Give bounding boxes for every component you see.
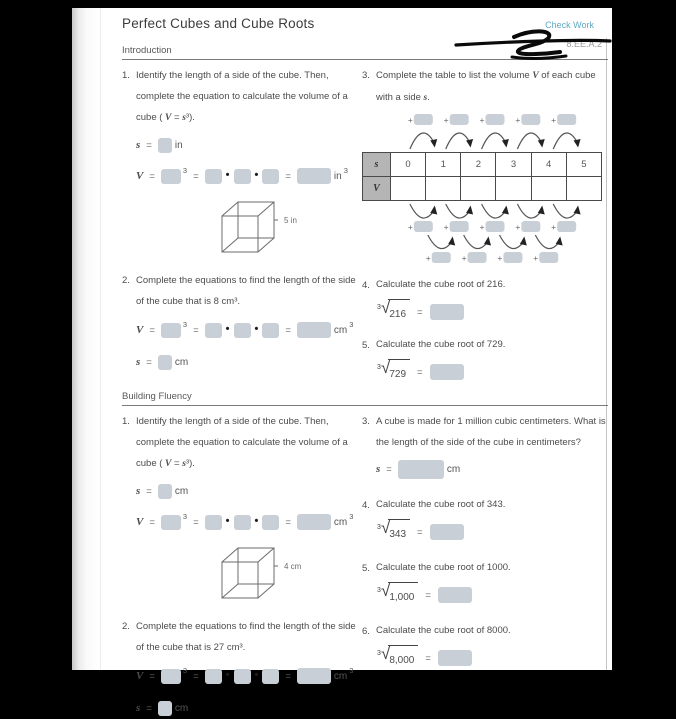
problem-prompt: Calculate the cube root of 1000. [376,562,511,573]
answer-box[interactable] [262,323,279,338]
cube-root-equation: 3 √ 343 = [376,520,608,544]
answer-box[interactable] [205,169,222,184]
side-length-equation: s = in [136,138,183,151]
arc-answer-box[interactable] [414,221,433,232]
fluency-problem-5 [362,558,608,607]
cube-root-equation: 3 √ 8,000 = [376,646,608,670]
problem-number: 2. [122,275,130,286]
side-length-equation: s = cm [136,484,189,497]
svg-text:+: + [515,222,521,232]
section-building-fluency-heading [122,391,608,406]
answer-box[interactable] [234,515,251,530]
cube-root-expression: 3 √ 216 [376,299,410,325]
standard-code-crossed-out [454,28,612,66]
standard-code-text: 8.EE.A.2 [566,39,602,49]
cube-side-label: 5 in [284,216,297,225]
table-cell: 0 [391,153,426,177]
answer-box[interactable] [430,524,464,540]
worksheet-content [122,16,608,714]
table-cell[interactable] [461,177,496,201]
answer-box[interactable] [297,168,331,184]
answer-box[interactable] [297,514,331,530]
problem-number: 4. [362,280,370,291]
answer-box[interactable] [161,669,181,684]
cube-figure [214,196,334,260]
svg-text:+: + [497,253,503,263]
fluency-problem-4 [362,495,608,544]
arc-answer-box[interactable] [521,221,540,232]
arc-answer-box[interactable] [486,114,505,125]
svg-text:+: + [551,115,557,125]
answer-box[interactable] [234,323,251,338]
arc-answer-box[interactable] [450,221,469,232]
answer-box[interactable] [234,669,251,684]
problem-number: 3. [362,70,370,81]
svg-text:+: + [443,222,449,232]
page-title: Perfect Cubes and Cube Roots [122,16,315,31]
answer-box[interactable] [438,587,472,603]
answer-box[interactable] [297,322,331,338]
volume-equation: V = $^3$ = • • = cm $^3$ [136,664,362,688]
page-edge [72,8,101,670]
problem-number: 1. [122,70,130,81]
fluency-problem-2 [122,616,362,718]
table-cell[interactable] [426,177,461,201]
problem-number: 5. [362,340,370,351]
svg-text:+: + [515,115,521,125]
cube-root-equation: 3 √ 216 = [376,300,608,324]
cube-root-expression: 3 √ 1,000 [376,582,418,608]
problem-number: 1. [122,416,130,427]
building-fluency-section [122,411,608,718]
cube-root-equation: 3 √ 1,000 = [376,583,608,607]
answer-box[interactable] [158,701,172,716]
svg-text:+: + [407,115,413,125]
svg-text:+: + [425,253,431,263]
table-row-header: V [363,177,391,201]
introduction-section [122,65,608,384]
problem-prompt: Calculate the cube root of 729. [376,339,506,350]
side-length-equation: s = cm [136,355,189,368]
volume-equation: V = $^3$ = • • = in $^3$ [136,164,362,188]
answer-box[interactable] [158,355,172,370]
answer-box[interactable] [262,515,279,530]
table-cell: 5 [566,153,601,177]
problem-number: 3. [362,416,370,427]
fluency-problem-6 [362,621,608,670]
problem-prompt: Complete the equations to find the length of the side of the cube that is 8 cm³. [136,275,356,307]
arc-answer-box[interactable] [557,114,576,125]
svg-text:+: + [443,115,449,125]
side-length-equation: s = cm [136,701,189,714]
cube-root-expression: 3 √ 729 [376,359,410,385]
answer-box[interactable] [161,323,181,338]
arc-answer-box[interactable] [468,252,487,263]
intro-problem-1 [122,65,362,260]
arc-answer-box[interactable] [539,252,558,263]
table-cell[interactable] [496,177,531,201]
arc-answer-box[interactable] [503,252,522,263]
cube-root-equation: 3 √ 729 = [376,360,608,384]
fluency-problem-3 [362,411,608,479]
answer-box[interactable] [430,364,464,380]
svg-text:+: + [479,115,485,125]
side-length-equation: s = cm [376,459,608,479]
section-introduction-label: Introduction [122,45,172,56]
problem-prompt: A cube is made for 1 million cubic centimeters. What is the length of the side of the cube in centimeters? [376,416,606,448]
cube-root-expression: 3 √ 343 [376,519,410,545]
table-row-header: s [363,153,391,177]
problem-prompt: Complete the equations to find the length of the side of the cube that is 27 cm³. [136,621,356,653]
svg-text:+: + [533,253,539,263]
answer-box[interactable] [438,650,472,666]
table-cell: 4 [531,153,566,177]
arc-answer-box[interactable] [450,114,469,125]
answer-box[interactable] [161,515,181,530]
fluency-problem-1 [122,411,362,606]
answer-box[interactable] [262,169,279,184]
answer-box[interactable] [205,323,222,338]
problem-prompt: Identify the length of a side of the cube. Then, complete the equation to calculate the volume of a cube ( V = s³). [136,70,348,123]
answer-box[interactable] [161,169,181,184]
cube-root-expression: 3 √ 8,000 [376,645,418,671]
cube-figure [214,542,334,606]
answer-box[interactable] [205,515,222,530]
check-work-button[interactable]: Check Work [545,20,594,30]
table-cell[interactable] [391,177,426,201]
table-cell: 1 [426,153,461,177]
svg-text:+: + [479,222,485,232]
problem-prompt: Calculate the cube root of 8000. [376,625,511,636]
section-building-fluency-label: Building Fluency [122,391,192,402]
cube-drawing [214,196,280,258]
answer-box[interactable] [262,669,279,684]
table-cell[interactable] [566,177,601,201]
svg-text:+: + [461,253,467,263]
answer-box[interactable] [398,460,444,479]
arc-answer-box[interactable] [432,252,451,263]
answer-box[interactable] [234,169,251,184]
table-cell[interactable] [531,177,566,201]
problem-prompt: Calculate the cube root of 343. [376,499,506,510]
answer-box[interactable] [205,669,222,684]
intro-problem-3 [362,65,608,109]
arc-answer-box[interactable] [414,114,433,125]
problem-number: 6. [362,626,370,637]
svg-text:+: + [407,222,413,232]
scribble-mark [454,28,612,66]
volume-equation: V = $^3$ = • • = cm $^3$ [136,318,362,342]
cube-drawing [214,542,280,604]
arc-answer-box[interactable] [521,114,540,125]
problem-number: 4. [362,500,370,511]
problem-number: 2. [122,621,130,632]
problem-prompt: Complete the table to list the volume V of each cube with a side s. [376,70,596,103]
table-cell: 3 [496,153,531,177]
problem-prompt: Identify the length of a side of the cube. Then, complete the equation to calculate the volume of a cube ( V = s³). [136,416,348,469]
arc-answer-box[interactable] [557,221,576,232]
table-cell: 2 [461,153,496,177]
intro-problem-5 [362,335,608,384]
volume-table [362,152,602,201]
addition-arcs-top [362,112,602,152]
answer-box[interactable] [297,668,331,684]
problem-prompt: Calculate the cube root of 216. [376,279,506,290]
volume-equation: V = $^3$ = • • = cm $^3$ [136,510,362,534]
intro-problem-4 [362,275,608,324]
arc-answer-box[interactable] [486,221,505,232]
answer-box[interactable] [430,304,464,320]
answer-box[interactable] [158,484,172,499]
svg-text:+: + [551,222,557,232]
cube-side-label: 4 cm [284,562,302,571]
problem-number: 5. [362,563,370,574]
addition-arcs-bottom [362,202,602,264]
intro-problem-2 [122,270,362,372]
answer-box[interactable] [158,138,172,153]
worksheet-page [72,8,612,714]
